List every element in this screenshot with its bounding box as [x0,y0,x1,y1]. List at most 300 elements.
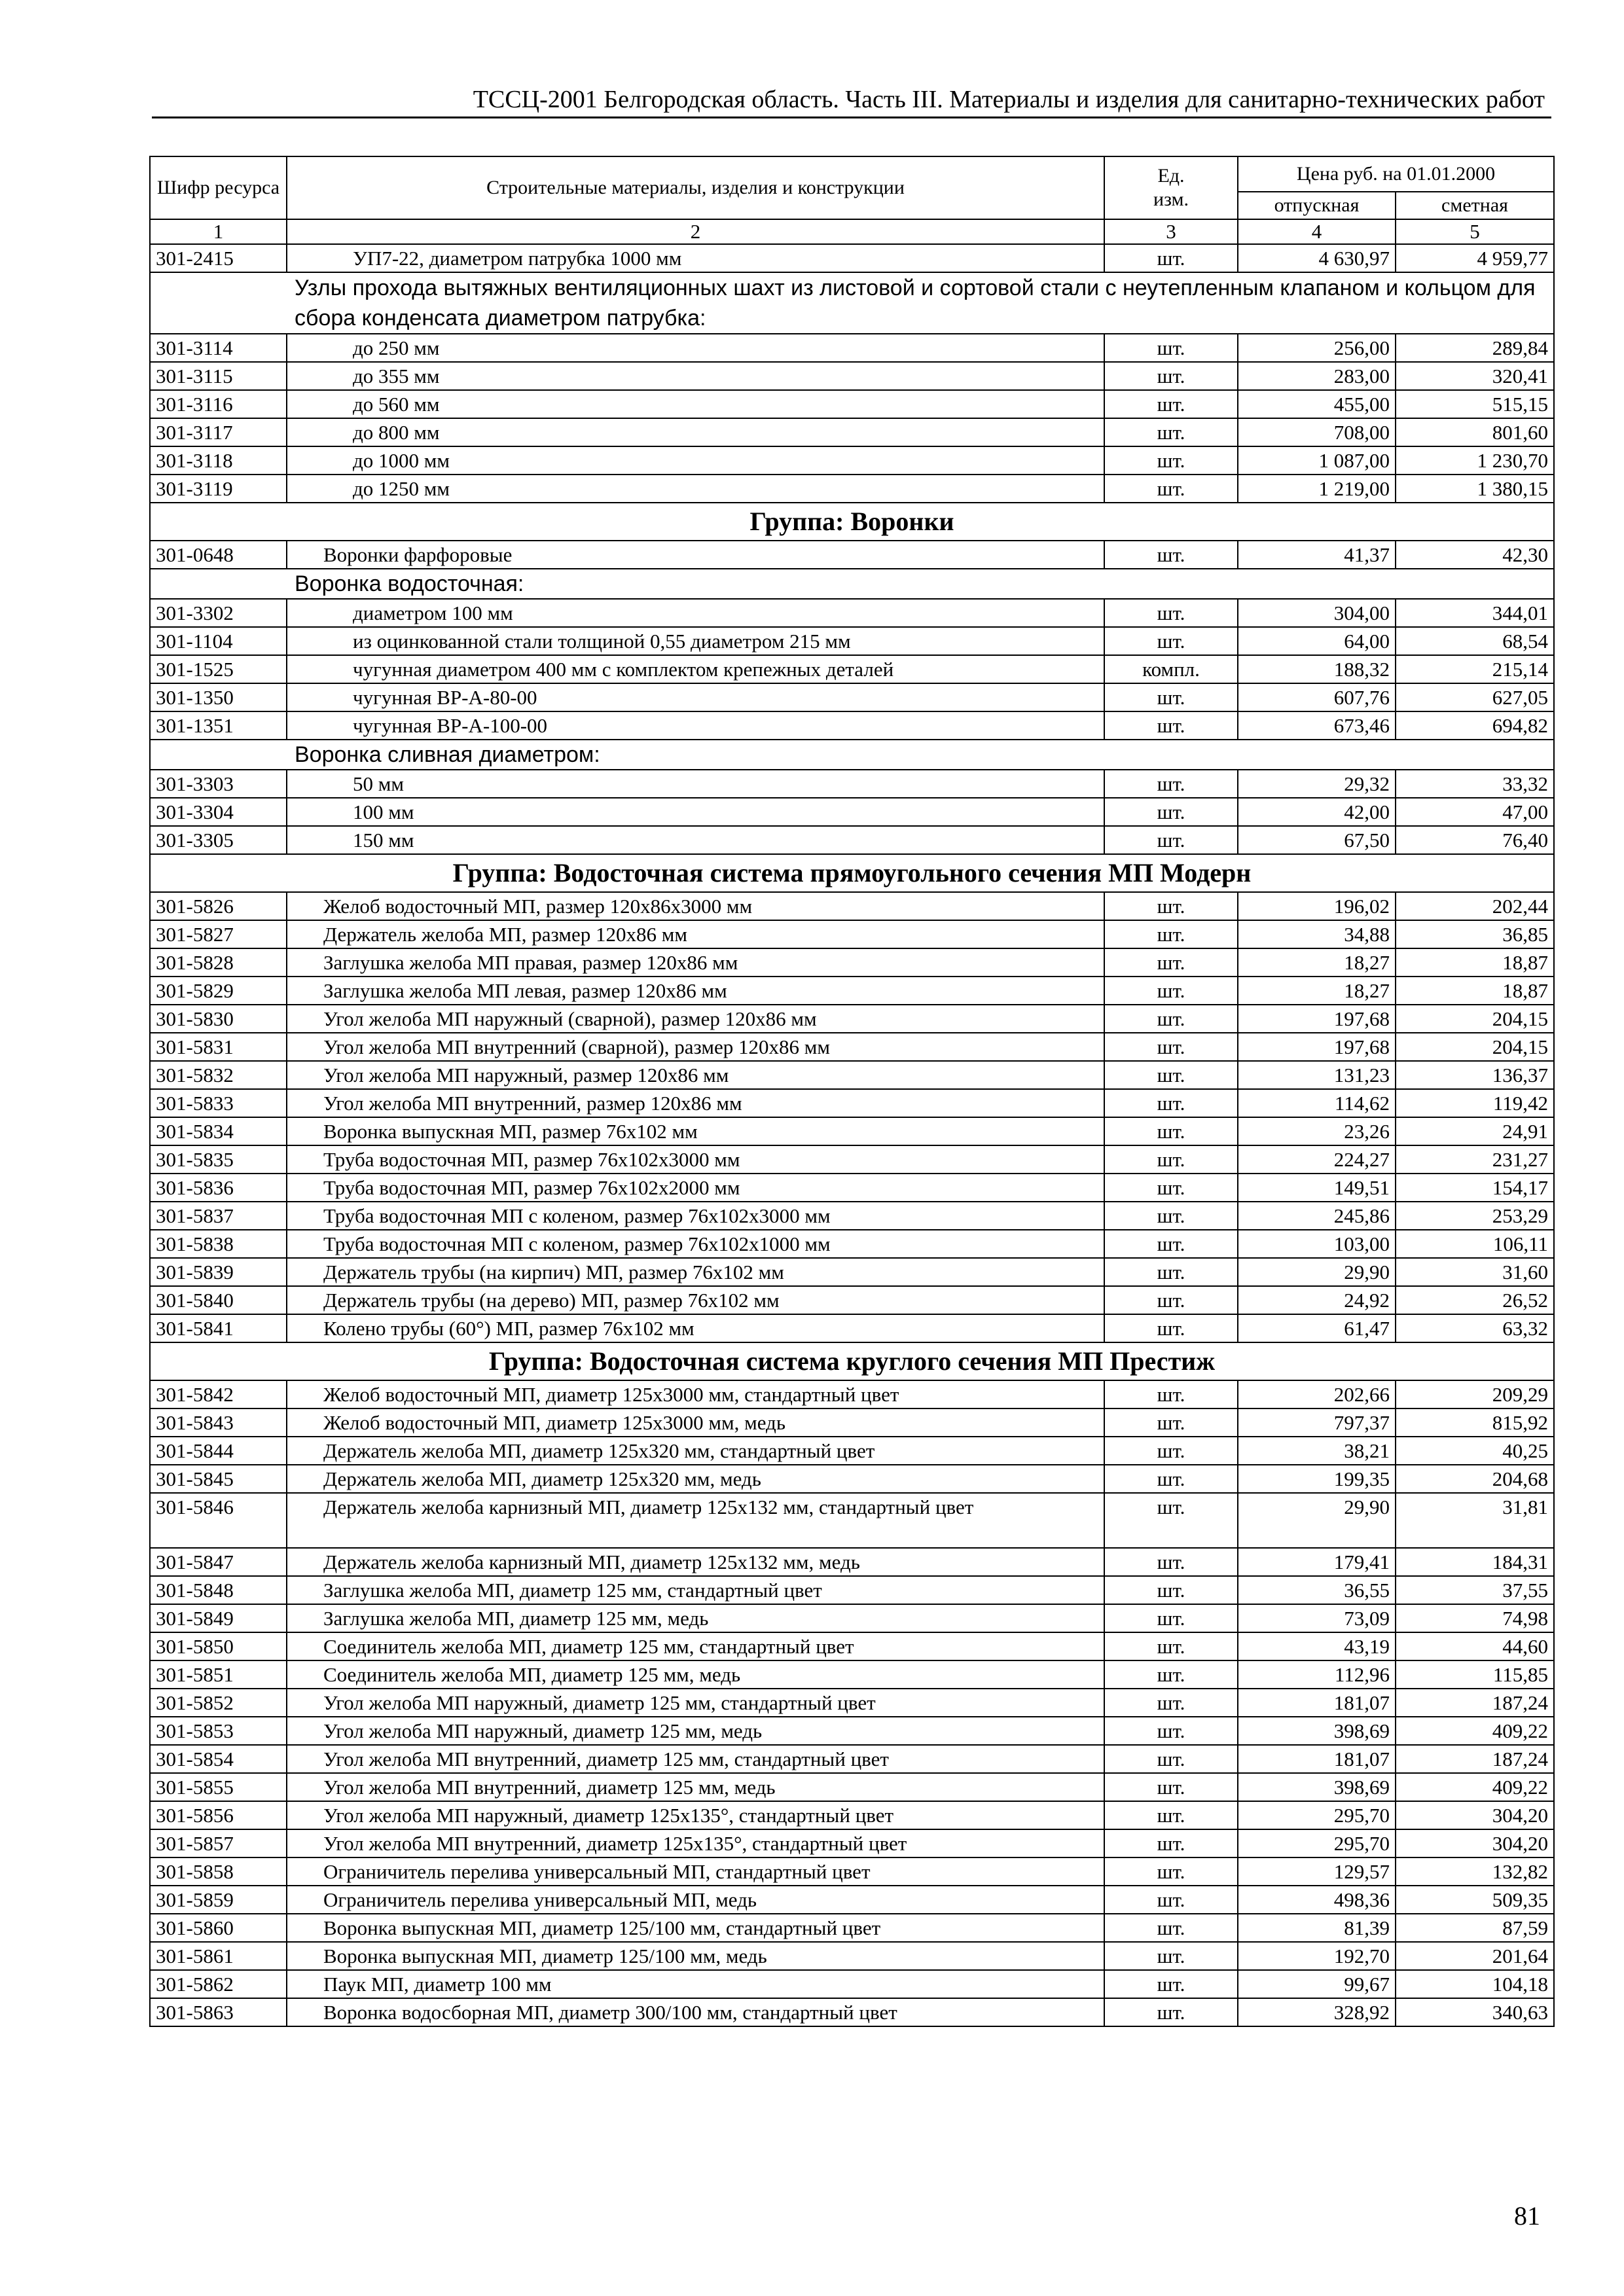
resource-code: 301-5848 [150,1576,287,1604]
table-row [150,1258,1554,1286]
resource-code: 301-3303 [150,770,287,798]
resource-code: 301-3114 [150,334,287,362]
table-row [150,1660,1554,1689]
price-estimate: 231,27 [1396,1145,1554,1174]
price-estimate: 76,40 [1396,826,1554,854]
table-row [150,977,1554,1005]
resource-code: 301-1525 [150,655,287,683]
resource-code: 301-5835 [150,1145,287,1174]
group-heading-row [150,854,1554,892]
price-estimate: 694,82 [1396,711,1554,740]
unit: шт. [1104,711,1238,740]
price-release: 256,00 [1238,334,1396,362]
resource-code: 301-5836 [150,1174,287,1202]
resource-code: 301-5855 [150,1773,287,1801]
resource-code: 301-0648 [150,541,287,569]
price-table [149,156,1555,2027]
resource-code: 301-5857 [150,1829,287,1857]
price-estimate: 815,92 [1396,1408,1554,1437]
resource-code: 301-5829 [150,977,287,1005]
material-name: до 800 мм [287,418,1104,446]
material-name: Воронка выпускная МП, диаметр 125/100 мм, медь [287,1942,1104,1970]
price-release: 192,70 [1238,1942,1396,1970]
material-name: Угол желоба МП внутренний, размер 120х86 мм [287,1089,1104,1117]
unit: шт. [1104,1829,1238,1857]
table-row [150,1117,1554,1145]
resource-code: 301-5826 [150,892,287,920]
resource-code: 301-5828 [150,948,287,977]
price-estimate: 154,17 [1396,1174,1554,1202]
price-release: 43,19 [1238,1632,1396,1660]
unit: шт. [1104,334,1238,362]
price-release: 673,46 [1238,711,1396,740]
unit: шт. [1104,1314,1238,1342]
unit: шт. [1104,1258,1238,1286]
material-name: 100 мм [287,798,1104,826]
table-row [150,1145,1554,1174]
price-estimate: 31,81 [1396,1493,1554,1548]
unit: шт. [1104,418,1238,446]
material-name: Держатель трубы (на дерево) МП, размер 76х102 мм [287,1286,1104,1314]
table-row [150,1745,1554,1773]
unit: шт. [1104,1689,1238,1717]
unit: шт. [1104,1970,1238,1998]
price-release: 38,21 [1238,1437,1396,1465]
resource-code: 301-5845 [150,1465,287,1493]
header-name: Строительные материалы, изделия и конструкции [287,156,1104,219]
resource-code: 301-3304 [150,798,287,826]
table-header-row [150,156,1554,192]
material-name: Угол желоба МП внутренний (сварной), размер 120х86 мм [287,1033,1104,1061]
price-estimate: 204,15 [1396,1005,1554,1033]
table-row [150,475,1554,503]
resource-code: 301-3117 [150,418,287,446]
material-name: Паук МП, диаметр 100 мм [287,1970,1104,1998]
table-row [150,892,1554,920]
material-name: Труба водосточная МП, размер 76х102х3000 мм [287,1145,1104,1174]
resource-code: 301-5853 [150,1717,287,1745]
table-row [150,362,1554,390]
material-name: Держатель желоба МП, диаметр 125х320 мм, стандартный цвет [287,1437,1104,1465]
material-name: Угол желоба МП внутренний, диаметр 125 мм, стандартный цвет [287,1745,1104,1773]
unit: шт. [1104,948,1238,977]
unit: шт. [1104,1857,1238,1886]
column-number-row [150,219,1554,244]
unit: шт. [1104,1033,1238,1061]
price-estimate: 1 380,15 [1396,475,1554,503]
table-row [150,1801,1554,1829]
table-row [150,1632,1554,1660]
price-release: 797,37 [1238,1408,1396,1437]
price-release: 36,55 [1238,1576,1396,1604]
price-release: 181,07 [1238,1745,1396,1773]
unit: шт. [1104,1604,1238,1632]
unit: шт. [1104,1548,1238,1576]
unit: шт. [1104,1286,1238,1314]
material-name: Заглушка желоба МП правая, размер 120х86 мм [287,948,1104,977]
table-row [150,446,1554,475]
unit: шт. [1104,1465,1238,1493]
unit: шт. [1104,1408,1238,1437]
group-heading: Группа: Воронки [150,503,1554,541]
table-row [150,1408,1554,1437]
material-name: Заглушка желоба МП, диаметр 125 мм, медь [287,1604,1104,1632]
resource-code: 301-5846 [150,1493,287,1548]
material-name: чугунная диаметром 400 мм с комплектом крепежных деталей [287,655,1104,683]
price-estimate: 409,22 [1396,1717,1554,1745]
price-release: 398,69 [1238,1717,1396,1745]
unit: шт. [1104,390,1238,418]
table-row [150,1061,1554,1089]
resource-code: 301-5849 [150,1604,287,1632]
price-release: 73,09 [1238,1604,1396,1632]
table-row [150,627,1554,655]
price-release: 304,00 [1238,599,1396,627]
price-estimate: 184,31 [1396,1548,1554,1576]
table-row [150,1174,1554,1202]
unit: шт. [1104,446,1238,475]
resource-code: 301-5833 [150,1089,287,1117]
resource-code: 301-5840 [150,1286,287,1314]
material-name: чугунная ВР-А-80-00 [287,683,1104,711]
table-row [150,826,1554,854]
column-number: 5 [1396,219,1554,244]
price-release: 295,70 [1238,1801,1396,1829]
price-estimate: 74,98 [1396,1604,1554,1632]
resource-code: 301-1351 [150,711,287,740]
column-number: 1 [150,219,287,244]
price-estimate: 42,30 [1396,541,1554,569]
resource-code: 301-2415 [150,244,287,272]
table-row [150,1717,1554,1745]
price-estimate: 104,18 [1396,1970,1554,1998]
material-name: Труба водосточная МП с коленом, размер 76х102х1000 мм [287,1230,1104,1258]
material-name: Воронка выпускная МП, размер 76х102 мм [287,1117,1104,1145]
price-estimate: 47,00 [1396,798,1554,826]
price-release: 24,92 [1238,1286,1396,1314]
resource-code: 301-5839 [150,1258,287,1286]
material-name: до 250 мм [287,334,1104,362]
table-row [150,244,1554,272]
unit: шт. [1104,1145,1238,1174]
unit: шт. [1104,977,1238,1005]
table-row [150,1998,1554,2026]
price-estimate: 187,24 [1396,1745,1554,1773]
table-row [150,1942,1554,1970]
header-unit: Ед. изм. [1104,156,1238,219]
material-name: Ограничитель перелива универсальный МП, стандартный цвет [287,1857,1104,1886]
material-name: Воронка выпускная МП, диаметр 125/100 мм, стандартный цвет [287,1914,1104,1942]
table-row [150,599,1554,627]
header-price-estimate: сметная [1396,192,1554,219]
price-release: 61,47 [1238,1314,1396,1342]
header-price: Цена руб. на 01.01.2000 [1238,156,1554,192]
price-estimate: 209,29 [1396,1380,1554,1408]
resource-code: 301-5861 [150,1942,287,1970]
price-estimate: 320,41 [1396,362,1554,390]
resource-code: 301-5843 [150,1408,287,1437]
resource-code: 301-5854 [150,1745,287,1773]
unit: шт. [1104,1660,1238,1689]
material-name: Соединитель желоба МП, диаметр 125 мм, стандартный цвет [287,1632,1104,1660]
material-name: Угол желоба МП наружный (сварной), размер 120х86 мм [287,1005,1104,1033]
unit: шт. [1104,798,1238,826]
table-row [150,948,1554,977]
price-release: 398,69 [1238,1773,1396,1801]
price-estimate: 87,59 [1396,1914,1554,1942]
price-release: 29,90 [1238,1258,1396,1286]
unit: шт. [1104,1230,1238,1258]
price-release: 18,27 [1238,977,1396,1005]
unit: компл. [1104,655,1238,683]
subheading-row [150,740,1554,770]
price-release: 607,76 [1238,683,1396,711]
table-row [150,1548,1554,1576]
table-row [150,1604,1554,1632]
unit: шт. [1104,1005,1238,1033]
price-estimate: 202,44 [1396,892,1554,920]
table-row [150,798,1554,826]
price-estimate: 18,87 [1396,977,1554,1005]
table-row [150,1314,1554,1342]
resource-code: 301-5834 [150,1117,287,1145]
resource-code: 301-3302 [150,599,287,627]
table-row [150,418,1554,446]
price-release: 103,00 [1238,1230,1396,1258]
table-row [150,683,1554,711]
table-row [150,1033,1554,1061]
material-name: Держатель трубы (на кирпич) МП, размер 76х102 мм [287,1258,1104,1286]
table-row [150,1689,1554,1717]
material-name: Желоб водосточный МП, диаметр 125х3000 мм, медь [287,1408,1104,1437]
material-name: Заглушка желоба МП левая, размер 120х86 мм [287,977,1104,1005]
table-row [150,1380,1554,1408]
price-release: 18,27 [1238,948,1396,977]
subheading: Узлы прохода вытяжных вентиляционных шахт из листовой и сортовой стали с неутепленным клапаном и кольцом для сбора конденсата диаметром патрубка: [150,272,1554,334]
unit: шт. [1104,244,1238,272]
material-name: 150 мм [287,826,1104,854]
unit: шт. [1104,892,1238,920]
material-name: Угол желоба МП наружный, диаметр 125 мм, стандартный цвет [287,1689,1104,1717]
resource-code: 301-5831 [150,1033,287,1061]
resource-code: 301-5847 [150,1548,287,1576]
unit: шт. [1104,1174,1238,1202]
table-row [150,655,1554,683]
table-row [150,1857,1554,1886]
price-estimate: 37,55 [1396,1576,1554,1604]
resource-code: 301-3118 [150,446,287,475]
price-release: 196,02 [1238,892,1396,920]
unit: шт. [1104,627,1238,655]
material-name: Угол желоба МП наружный, диаметр 125х135°, стандартный цвет [287,1801,1104,1829]
price-estimate: 1 230,70 [1396,446,1554,475]
material-name: Воронки фарфоровые [287,541,1104,569]
table-row [150,1914,1554,1942]
price-release: 1 087,00 [1238,446,1396,475]
price-release: 708,00 [1238,418,1396,446]
price-release: 197,68 [1238,1005,1396,1033]
material-name: Держатель желоба карнизный МП, диаметр 125х132 мм, стандартный цвет [287,1493,1104,1548]
price-estimate: 204,68 [1396,1465,1554,1493]
resource-code: 301-5830 [150,1005,287,1033]
resource-code: 301-5827 [150,920,287,948]
table-row [150,1005,1554,1033]
price-estimate: 132,82 [1396,1857,1554,1886]
price-estimate: 801,60 [1396,418,1554,446]
table-row [150,1773,1554,1801]
group-heading-row [150,503,1554,541]
price-estimate: 115,85 [1396,1660,1554,1689]
table-row [150,1286,1554,1314]
header-price-release: отпускная [1238,192,1396,219]
unit: шт. [1104,1437,1238,1465]
material-name: Соединитель желоба МП, диаметр 125 мм, медь [287,1660,1104,1689]
price-release: 34,88 [1238,920,1396,948]
subheading-row [150,569,1554,599]
unit: шт. [1104,1576,1238,1604]
group-heading: Группа: Водосточная система прямоугольного сечения МП Модерн [150,854,1554,892]
resource-code: 301-5838 [150,1230,287,1258]
material-name: Держатель желоба МП, диаметр 125х320 мм, медь [287,1465,1104,1493]
price-release: 67,50 [1238,826,1396,854]
price-release: 1 219,00 [1238,475,1396,503]
resource-code: 301-5844 [150,1437,287,1465]
material-name: из оцинкованной стали толщиной 0,55 диаметром 215 мм [287,627,1104,655]
price-release: 81,39 [1238,1914,1396,1942]
table-row [150,1576,1554,1604]
price-release: 188,32 [1238,655,1396,683]
price-estimate: 304,20 [1396,1829,1554,1857]
material-name: Труба водосточная МП с коленом, размер 76х102х3000 мм [287,1202,1104,1230]
unit: шт. [1104,1117,1238,1145]
price-release: 199,35 [1238,1465,1396,1493]
price-estimate: 627,05 [1396,683,1554,711]
price-release: 328,92 [1238,1998,1396,2026]
material-name: 50 мм [287,770,1104,798]
price-estimate: 26,52 [1396,1286,1554,1314]
unit: шт. [1104,1801,1238,1829]
table-row [150,1970,1554,1998]
price-release: 114,62 [1238,1089,1396,1117]
material-name: Угол желоба МП внутренний, диаметр 125х135°, стандартный цвет [287,1829,1104,1857]
price-release: 224,27 [1238,1145,1396,1174]
table-row [150,334,1554,362]
column-number: 3 [1104,219,1238,244]
header-code: Шифр ресурса [150,156,287,219]
price-estimate: 187,24 [1396,1689,1554,1717]
resource-code: 301-5856 [150,1801,287,1829]
table-row [150,770,1554,798]
unit: шт. [1104,1061,1238,1089]
material-name: Воронка водосборная МП, диаметр 300/100 мм, стандартный цвет [287,1998,1104,2026]
unit: шт. [1104,599,1238,627]
resource-code: 301-3116 [150,390,287,418]
table-row [150,1437,1554,1465]
price-estimate: 215,14 [1396,655,1554,683]
price-estimate: 24,91 [1396,1117,1554,1145]
price-estimate: 4 959,77 [1396,244,1554,272]
price-release: 202,66 [1238,1380,1396,1408]
resource-code: 301-5841 [150,1314,287,1342]
subheading-row [150,272,1554,334]
resource-code: 301-5851 [150,1660,287,1689]
price-release: 64,00 [1238,627,1396,655]
column-number: 4 [1238,219,1396,244]
price-estimate: 253,29 [1396,1202,1554,1230]
price-estimate: 119,42 [1396,1089,1554,1117]
table-row [150,1230,1554,1258]
price-release: 23,26 [1238,1117,1396,1145]
unit: шт. [1104,770,1238,798]
price-release: 112,96 [1238,1660,1396,1689]
unit: шт. [1104,1202,1238,1230]
price-release: 99,67 [1238,1970,1396,1998]
price-release: 455,00 [1238,390,1396,418]
material-name: Заглушка желоба МП, диаметр 125 мм, стандартный цвет [287,1576,1104,1604]
group-heading: Группа: Водосточная система круглого сечения МП Престиж [150,1342,1554,1380]
price-estimate: 36,85 [1396,920,1554,948]
price-estimate: 340,63 [1396,1998,1554,2026]
price-release: 295,70 [1238,1829,1396,1857]
resource-code: 301-5837 [150,1202,287,1230]
resource-code: 301-3305 [150,826,287,854]
price-release: 29,32 [1238,770,1396,798]
material-name: УП7-22, диаметром патрубка 1000 мм [287,244,1104,272]
group-heading-row [150,1342,1554,1380]
price-estimate: 40,25 [1396,1437,1554,1465]
table-row [150,1829,1554,1857]
price-estimate: 409,22 [1396,1773,1554,1801]
price-release: 181,07 [1238,1689,1396,1717]
price-estimate: 18,87 [1396,948,1554,977]
price-release: 283,00 [1238,362,1396,390]
material-name: Угол желоба МП внутренний, диаметр 125 мм, медь [287,1773,1104,1801]
resource-code: 301-5852 [150,1689,287,1717]
resource-code: 301-5842 [150,1380,287,1408]
price-release: 41,37 [1238,541,1396,569]
table-row [150,1202,1554,1230]
resource-code: 301-3119 [150,475,287,503]
table-row [150,1886,1554,1914]
running-header-title: ТССЦ-2001 Белгородская область. Часть III. Материалы и изделия для санитарно-технических работ [473,86,1545,113]
material-name: до 560 мм [287,390,1104,418]
resource-code: 301-5862 [150,1970,287,1998]
table-row [150,711,1554,740]
price-release: 131,23 [1238,1061,1396,1089]
unit: шт. [1104,1632,1238,1660]
material-name: Желоб водосточный МП, размер 120х86х3000 мм [287,892,1104,920]
material-name: до 1250 мм [287,475,1104,503]
price-estimate: 515,15 [1396,390,1554,418]
price-estimate: 106,11 [1396,1230,1554,1258]
price-release: 179,41 [1238,1548,1396,1576]
price-estimate: 201,64 [1396,1942,1554,1970]
unit: шт. [1104,920,1238,948]
column-number: 2 [287,219,1104,244]
price-release: 197,68 [1238,1033,1396,1061]
resource-code: 301-1350 [150,683,287,711]
price-release: 149,51 [1238,1174,1396,1202]
price-estimate: 204,15 [1396,1033,1554,1061]
price-estimate: 344,01 [1396,599,1554,627]
table-row [150,541,1554,569]
running-header [152,84,1551,118]
price-estimate: 33,32 [1396,770,1554,798]
material-name: Держатель желоба МП, размер 120х86 мм [287,920,1104,948]
resource-code: 301-5860 [150,1914,287,1942]
unit: шт. [1104,1886,1238,1914]
unit: шт. [1104,362,1238,390]
